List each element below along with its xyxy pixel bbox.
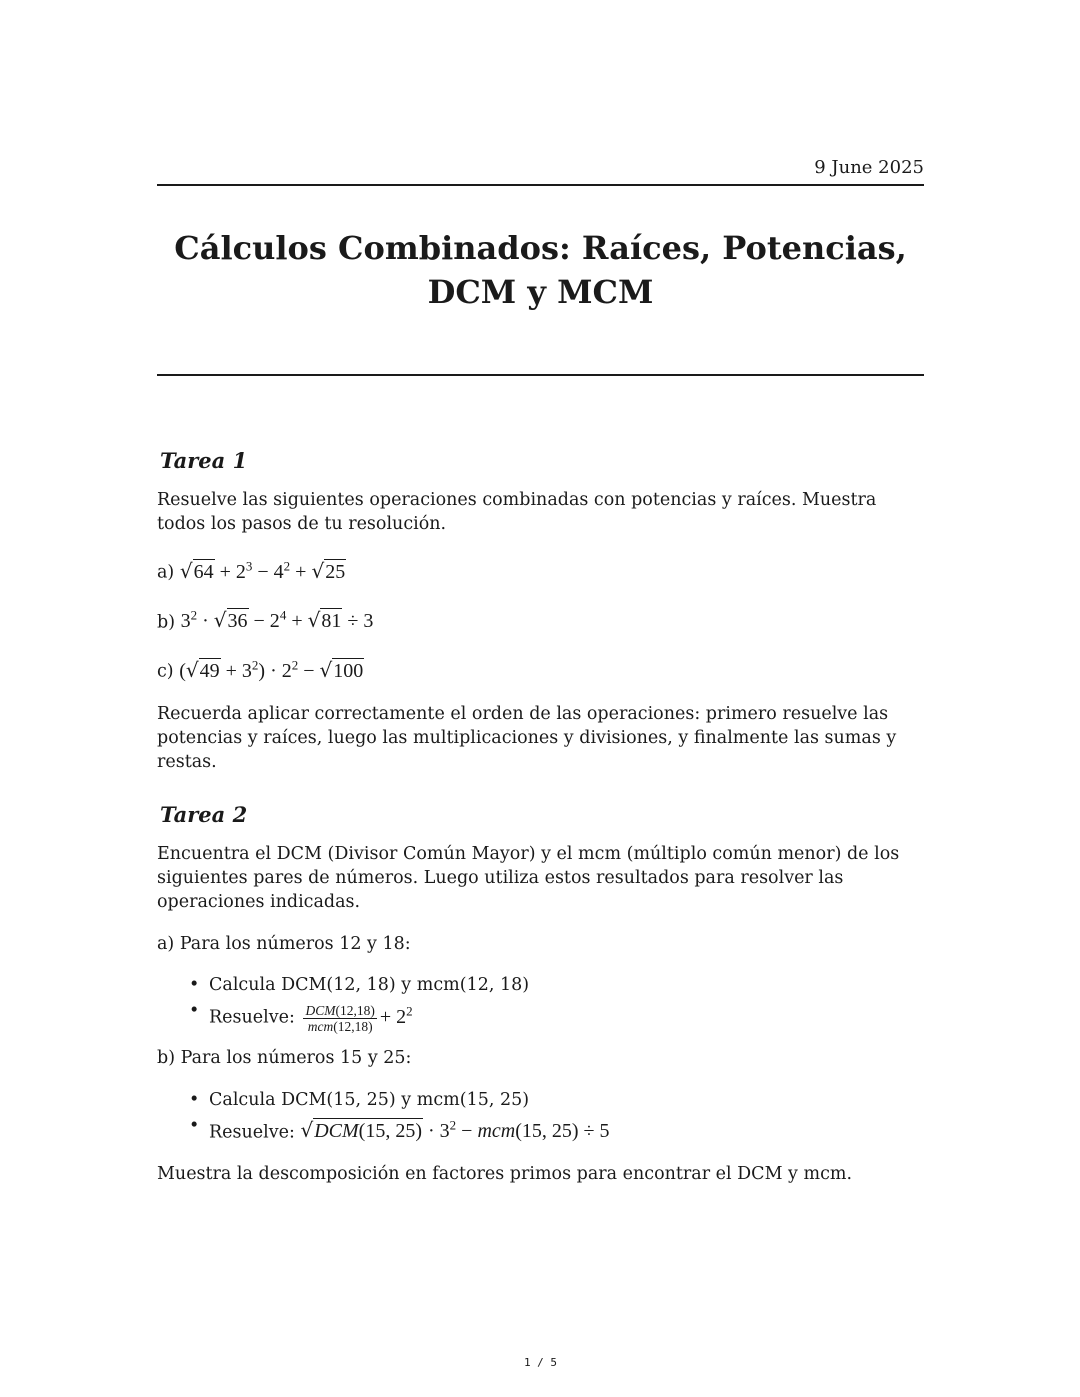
exercise-a-formula: $√64 + 2^3 - 4^2 + √25$ xyxy=(179,558,346,583)
task2-part-b-list xyxy=(157,1088,924,1145)
exercise-b-formula: $3^2 \cdot √36 - 2^4 + √81 \div 3$ xyxy=(180,607,374,633)
list-item: • Resuelve: √DCM(15, $25) \cdot 3^2 - mcm(15$, 25) ÷ 5 xyxy=(209,1114,924,1145)
exercise-b-label: b) xyxy=(157,612,176,633)
part-b-formula: √DCM(15, $25) \cdot 3^2 - mcm(15$, 25) ÷ 5 xyxy=(300,1117,610,1143)
task2-part-a-list xyxy=(157,973,924,1034)
task2-part-a-title: a) Para los números 12 y 18: xyxy=(157,934,411,954)
task1-exercise-b xyxy=(157,604,924,635)
task1-intro: Resuelve las siguientes operaciones combinadas con potencias y raíces. Muestra todos los pasos de tu resolución. xyxy=(157,490,877,534)
title-rule xyxy=(157,374,924,376)
task2-note: Muestra la descomposición en factores primos para encontrar el DCM y mcm. xyxy=(157,1164,853,1185)
task1-note: Recuerda aplicar correctamente el orden de las operaciones: primero resuelve las potencias y raíces, luego las multiplicaciones y divisiones, y finalmente las sumas y restas. xyxy=(157,703,897,772)
document-date: 9 June 2025 xyxy=(814,157,924,178)
list-item: • Calcula DCM(15, 25) y mcm(15, 25) xyxy=(209,1088,924,1112)
header-rule xyxy=(157,184,924,186)
list-item: • Calcula DCM(12, 18) y mcm(12, 18) xyxy=(209,973,924,997)
task1-exercise-c xyxy=(157,653,924,684)
task2-section xyxy=(157,802,924,1186)
task1-exercise-a xyxy=(157,554,924,585)
task2-heading: Tarea 2 xyxy=(160,802,248,827)
exercise-c-label: c) xyxy=(157,661,174,682)
exercise-a-label: a) xyxy=(157,562,175,583)
exercise-c-formula: $(√49 + 3^2) \cdot 2^2 - √100$ xyxy=(179,657,364,682)
task2-intro: Encuentra el DCM (Divisor Común Mayor) y el mcm (múltiplo común menor) de los siguientes pares de números. Luego utiliza estos resultados para resolver las operaciones indicadas. xyxy=(157,844,900,912)
fraction-dcm-mcm: $\frac{\text{DCM(12,18)}}{\text{mcm(12,18)}}$ xyxy=(305,1002,375,1034)
list-item: • Resuelve: $\frac{\text{DCM(12,18)}}{\text{mcm(12,18)}}$ + $2^2$ xyxy=(209,999,924,1034)
page-number: 1 / 5 xyxy=(523,1356,558,1369)
task2-part-b-title: b) Para los números 15 y 25: xyxy=(157,1047,412,1068)
task1-heading: Tarea 1 xyxy=(160,448,248,473)
document-page xyxy=(157,0,924,1397)
document-title: Cálculos Combinados: Raíces, Potencias, DCM y MCM xyxy=(174,229,907,311)
task1-section xyxy=(157,448,924,774)
